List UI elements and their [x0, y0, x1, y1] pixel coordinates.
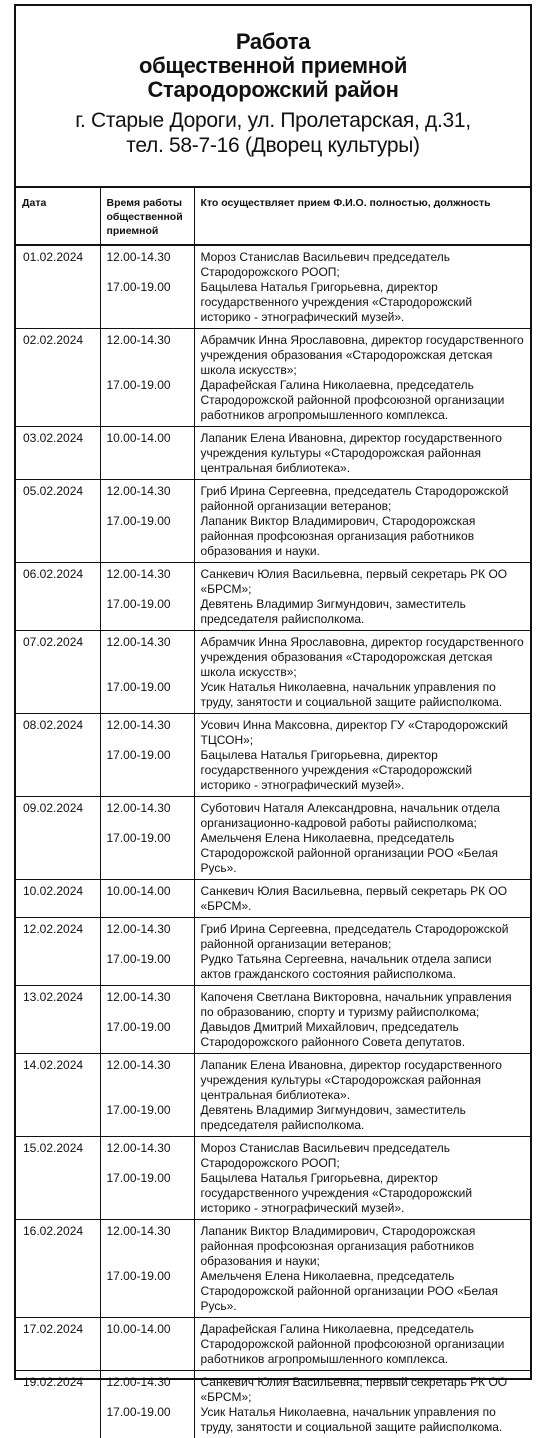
time-slot: 17.00-19.00 [107, 937, 188, 967]
time-cell [100, 986, 194, 1054]
time-slot: 12.00-14.30 [107, 922, 188, 937]
person-text: Давыдов Дмитрий Михайлович, председатель Стародорожского районного Совета депутатов. [201, 1020, 525, 1050]
time-cell [100, 1318, 194, 1371]
person-text: Амельченя Елена Николаевна, председатель Стародорожской районной организации РОО «Белая Русь». [201, 831, 525, 876]
table-row [16, 880, 530, 918]
time-slot: 12.00-14.30 [107, 250, 188, 265]
person-text: Бацылева Наталья Григорьевна, директор государственного учреждения «Стародорожский историко - этнографический музей». [201, 280, 525, 325]
time-slot: 12.00-14.30 [107, 635, 188, 650]
time-cell [100, 714, 194, 797]
person-cell [194, 714, 530, 797]
person-cell [194, 1220, 530, 1318]
table-row [16, 480, 530, 563]
time-cell [100, 1371, 194, 1438]
date-cell: 08.02.2024 [16, 714, 100, 797]
date-cell: 10.02.2024 [16, 880, 100, 918]
person-text: Лапаник Виктор Владимирович, Стародорожская районная профсоюзная организация работников образования и науки. [201, 514, 525, 559]
table-row [16, 714, 530, 797]
time-slot: 17.00-19.00 [107, 650, 188, 695]
table-row [16, 1054, 530, 1137]
time-slot: 17.00-19.00 [107, 1156, 188, 1186]
person-text: Абрамчик Инна Ярославовна, директор государственного учреждения образования «Стародорожская детская школа искусств»; [201, 635, 525, 680]
person-text: Дарафейская Галина Николаевна, председатель Стародорожской районной профсоюзной организации работников агропромышленного комплекса. [201, 378, 525, 423]
table-row [16, 427, 530, 480]
header-time: Время работы общественной приемной [100, 187, 194, 245]
person-text: Гриб Ирина Сергеевна, председатель Стародорожской районной организации ветеранов; [201, 922, 525, 952]
schedule-frame [14, 4, 532, 1380]
date-cell: 07.02.2024 [16, 631, 100, 714]
date-cell: 01.02.2024 [16, 245, 100, 329]
table-row [16, 245, 530, 329]
address-block [16, 108, 530, 158]
person-text: Лапаник Виктор Владимирович, Стародорожская районная профсоюзная организация работников образования и науки; [201, 1224, 525, 1269]
person-text: Усик Наталья Николаевна, начальник управления по труду, занятости и социальной защите райисполкома. [201, 1405, 525, 1435]
person-text: Санкевич Юлия Васильевна, первый секретарь РК ОО «БРСМ»; [201, 567, 525, 597]
time-slot: 17.00-19.00 [107, 348, 188, 393]
time-slot: 10.00-14.00 [107, 1322, 188, 1337]
time-slot: 17.00-19.00 [107, 1005, 188, 1035]
person-cell [194, 1137, 530, 1220]
date-cell: 05.02.2024 [16, 480, 100, 563]
date-cell: 15.02.2024 [16, 1137, 100, 1220]
person-text: Девятень Владимир Зигмундович, заместитель председателя райисполкома. [201, 1103, 525, 1133]
person-text: Абрамчик Инна Ярославовна, директор государственного учреждения образования «Стародорожская детская школа искусств»; [201, 333, 525, 378]
person-text: Девятень Владимир Зигмундович, заместитель председателя райисполкома. [201, 597, 525, 627]
time-cell [100, 1137, 194, 1220]
time-cell [100, 1054, 194, 1137]
time-slot: 17.00-19.00 [107, 1239, 188, 1284]
person-cell [194, 427, 530, 480]
header-date: Дата [16, 187, 100, 245]
table-header-row [16, 187, 530, 245]
time-cell [100, 563, 194, 631]
time-slot: 10.00-14.00 [107, 884, 188, 899]
person-cell [194, 329, 530, 427]
time-slot: 17.00-19.00 [107, 733, 188, 763]
date-cell: 16.02.2024 [16, 1220, 100, 1318]
time-slot: 12.00-14.30 [107, 333, 188, 348]
time-slot: 12.00-14.30 [107, 567, 188, 582]
date-cell: 12.02.2024 [16, 918, 100, 986]
person-cell [194, 1371, 530, 1438]
table-row [16, 797, 530, 880]
table-row [16, 1220, 530, 1318]
person-text: Лапаник Елена Ивановна, директор государственного учреждения культуры «Стародорожская районная центральная библиотека». [201, 1058, 525, 1103]
date-cell: 03.02.2024 [16, 427, 100, 480]
time-slot: 17.00-19.00 [107, 499, 188, 529]
time-cell [100, 329, 194, 427]
time-cell [100, 918, 194, 986]
time-slot: 12.00-14.30 [107, 1224, 188, 1239]
time-cell [100, 480, 194, 563]
person-text: Бацылева Наталья Григорьевна, директор государственного учреждения «Стародорожский историко - этнографический музей». [201, 1171, 525, 1216]
person-cell [194, 1054, 530, 1137]
time-slot: 12.00-14.30 [107, 718, 188, 733]
schedule-table [16, 186, 530, 1438]
time-slot: 12.00-14.30 [107, 1058, 188, 1073]
time-cell [100, 880, 194, 918]
person-cell [194, 563, 530, 631]
page-title [16, 30, 530, 102]
table-row [16, 563, 530, 631]
time-slot: 12.00-14.30 [107, 1141, 188, 1156]
table-row [16, 631, 530, 714]
time-cell [100, 1220, 194, 1318]
person-text: Санкевич Юлия Васильевна, первый секретарь РК ОО «БРСМ». [201, 884, 525, 914]
person-text: Санкевич Юлия Васильевна, первый секретарь РК ОО «БРСМ»; [201, 1375, 525, 1405]
person-text: Лапаник Елена Ивановна, директор государственного учреждения культуры «Стародорожская районная центральная библиотека». [201, 431, 525, 476]
person-text: Гриб Ирина Сергеевна, председатель Стародорожской районной организации ветеранов; [201, 484, 525, 514]
person-text: Дарафейская Галина Николаевна, председатель Стародорожской районной профсоюзной организации работников агропромышленного комплекса. [201, 1322, 525, 1367]
date-cell: 17.02.2024 [16, 1318, 100, 1371]
address-line-1: г. Старые Дороги, ул. Пролетарская, д.31, [16, 108, 530, 133]
person-text: Усович Инна Максовна, директор ГУ «Стародорожский ТЦСОН»; [201, 718, 525, 748]
date-cell: 14.02.2024 [16, 1054, 100, 1137]
person-text: Суботович Наталя Александровна, начальник отдела организационно-кадровой работы райисполкома; [201, 801, 525, 831]
time-slot: 17.00-19.00 [107, 1073, 188, 1118]
time-slot: 17.00-19.00 [107, 816, 188, 846]
table-row [16, 986, 530, 1054]
date-cell: 13.02.2024 [16, 986, 100, 1054]
time-cell [100, 245, 194, 329]
time-slot: 17.00-19.00 [107, 1390, 188, 1420]
person-cell [194, 880, 530, 918]
date-cell: 09.02.2024 [16, 797, 100, 880]
table-row [16, 1318, 530, 1371]
title-line-2: общественной приемной [16, 54, 530, 78]
time-slot: 17.00-19.00 [107, 582, 188, 612]
person-cell [194, 797, 530, 880]
address-line-2: тел. 58-7-16 (Дворец культуры) [16, 133, 530, 158]
person-text: Бацылева Наталья Григорьевна, директор государственного учреждения «Стародорожский историко - этнографический музей». [201, 748, 525, 793]
time-slot: 17.00-19.00 [107, 265, 188, 295]
person-cell [194, 918, 530, 986]
date-cell: 02.02.2024 [16, 329, 100, 427]
time-slot: 12.00-14.30 [107, 1375, 188, 1390]
person-text: Мороз Станислав Васильевич председатель Стародорожского РООП; [201, 1141, 525, 1171]
header-person: Кто осуществляет прием Ф.И.О. полностью, должность [194, 187, 530, 245]
time-slot: 10.00-14.00 [107, 431, 188, 446]
title-line-3: Стародорожский район [16, 78, 530, 102]
person-text: Амельченя Елена Николаевна, председатель Стародорожской районной организации РОО «Белая Русь». [201, 1269, 525, 1314]
date-cell: 19.02.2024 [16, 1371, 100, 1438]
time-slot: 12.00-14.30 [107, 801, 188, 816]
title-line-1: Работа [16, 30, 530, 54]
time-cell [100, 797, 194, 880]
person-cell [194, 631, 530, 714]
time-slot: 12.00-14.30 [107, 990, 188, 1005]
time-cell [100, 631, 194, 714]
table-body [16, 245, 530, 1438]
person-text: Мороз Станислав Васильевич председатель Стародорожского РООП; [201, 250, 525, 280]
date-cell: 06.02.2024 [16, 563, 100, 631]
time-cell [100, 427, 194, 480]
person-cell [194, 245, 530, 329]
person-cell [194, 1318, 530, 1371]
table-row [16, 1137, 530, 1220]
person-text: Капоченя Светлана Викторовна, начальник управления по образованию, спорту и туризму райисполкома; [201, 990, 525, 1020]
person-text: Усик Наталья Николаевна, начальник управления по труду, занятости и социальной защите райисполкома. [201, 680, 525, 710]
table-row [16, 1371, 530, 1438]
person-cell [194, 986, 530, 1054]
table-row [16, 329, 530, 427]
person-text: Рудко Татьяна Сергеевна, начальник отдела записи актов гражданского состояния райисполкома. [201, 952, 525, 982]
person-cell [194, 480, 530, 563]
time-slot: 12.00-14.30 [107, 484, 188, 499]
table-row [16, 918, 530, 986]
